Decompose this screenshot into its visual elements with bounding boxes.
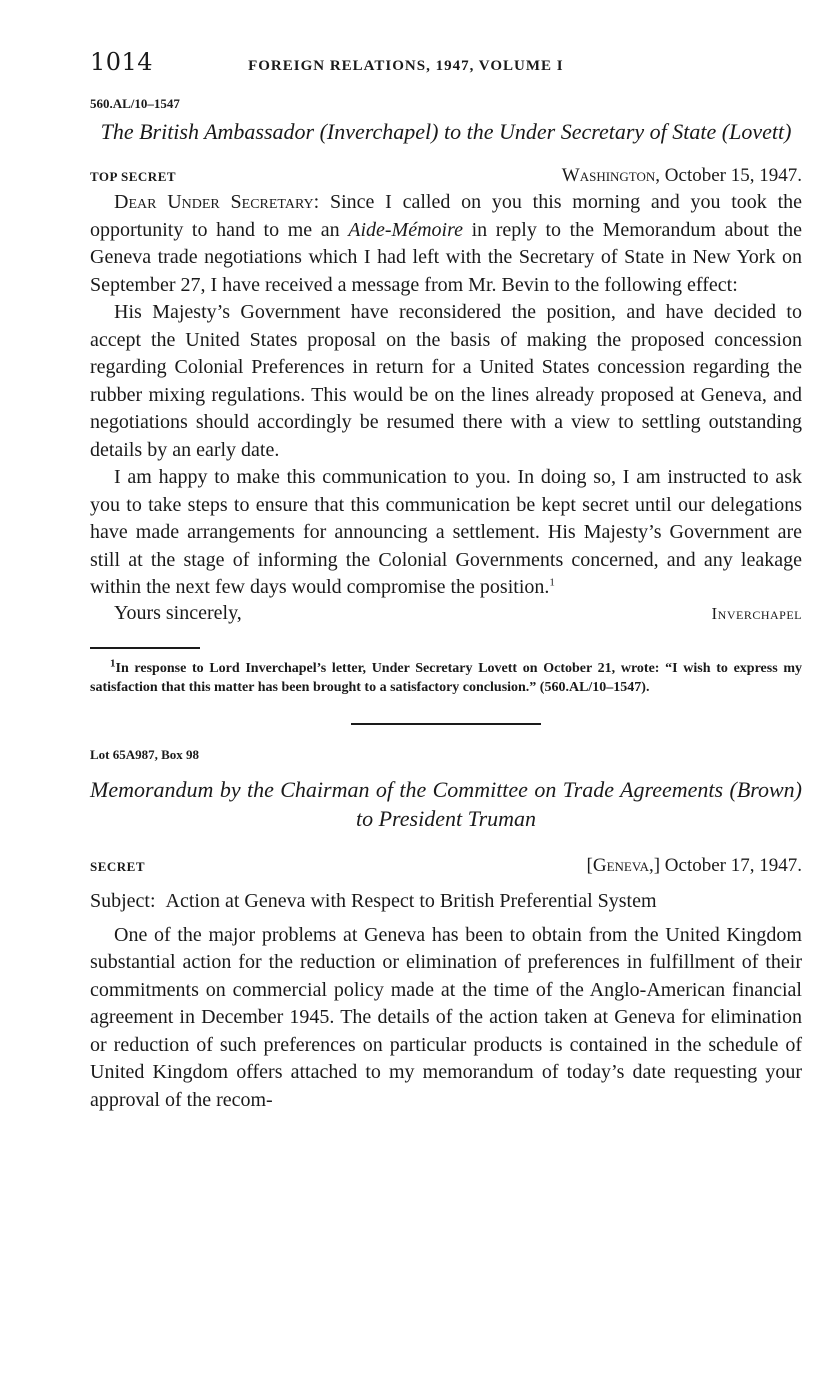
document-title: Memorandum by the Chairman of the Committee on Trade Agreements (Brown) to President Truman xyxy=(90,776,802,831)
paragraph: One of the major problems at Geneva has been to obtain from the United Kingdom substantial action for the reduction or elimination of preferences in fulfillment of their commitments on commercial policy made at the time of the Anglo-American financial agreement in December 1945. The details of the action taken at Geneva for elimination or reduction of such preferences on particular products is contained in the schedule of United Kingdom offers attached to my memorandum of today’s date requesting your approval of the recom- xyxy=(90,923,802,1111)
section-divider xyxy=(351,723,541,725)
paragraph: His Majesty’s Government have reconsidered the position, and have decided to accept the United States proposal on the basis of making the proposed concession regarding Colonial Preferences in return for a United States concession regarding the rubber mixing regulations. This would be on the lines already proposed at Geneva, and negotiations should accordingly be resumed there with a view to settling outstanding details by an early date. xyxy=(90,301,802,461)
running-head xyxy=(90,48,802,82)
date-text: , October 15, 1947. xyxy=(655,165,802,186)
file-reference: Lot 65A987, Box 98 xyxy=(90,746,200,762)
running-title: FOREIGN RELATIONS, 1947, VOLUME I xyxy=(248,58,564,74)
footnote-divider xyxy=(90,647,200,649)
dateline xyxy=(90,855,802,877)
footnote-marker: 1 xyxy=(549,576,555,589)
salutation: Dear Under Secretary xyxy=(114,191,314,213)
date-line xyxy=(562,165,802,187)
classification-label: TOP SECRET xyxy=(90,169,177,184)
footnote-number: 1 xyxy=(110,656,116,669)
place-name: Washington xyxy=(561,165,656,186)
paragraph xyxy=(90,189,802,299)
document-page xyxy=(90,48,802,1114)
paragraph xyxy=(90,464,802,602)
paragraph-text: I am happy to make this communication to you. In doing so, I am instructed to ask you to take steps to ensure that this communication be kept secret until our delegations have made arrangements for announcing a settlement. His Majesty’s Government are still at the stage of informing the Colonial Governments concerned, and any leakage within the next few days would compromise the position. xyxy=(90,466,802,598)
date-line xyxy=(587,855,802,877)
closing xyxy=(90,602,802,625)
signature: Inverchapel xyxy=(711,603,802,623)
dateline xyxy=(90,165,802,187)
footnote xyxy=(90,656,802,697)
subject-line xyxy=(90,889,802,914)
closing-text: Yours sincerely, xyxy=(114,601,242,624)
place-name: Geneva xyxy=(592,854,649,876)
footnote-text: In response to Lord Inverchapel’s letter, Under Secretary Lovett on October 21, wrote: “I wish to express my satisfaction that this matter has been brought to a satisfactory conclusion.” (560.AL/10–1547). xyxy=(90,660,802,695)
subject-label: Subject: xyxy=(90,889,156,912)
paragraph-text: in reply to the Memorandum about the Geneva trade negotiations which I had left with the Secretary of State in New York on September 27, I have received a message from Mr. Bevin to the following effect: xyxy=(90,218,803,296)
classification-label: SECRET xyxy=(90,858,146,874)
document-title: The British Ambassador (Inverchapel) to the Under Secretary of State (Lovett) xyxy=(100,119,792,144)
letter-body xyxy=(90,189,802,602)
page-number: 1014 xyxy=(90,48,154,76)
bracket: [ xyxy=(586,854,593,876)
file-reference: 560.AL/10–1547 xyxy=(90,96,180,111)
italic-term: Aide-Mémoire xyxy=(348,218,463,241)
paragraph-text: : Since I called on you this morning and you took the opportunity to hand to me an xyxy=(90,191,802,241)
date-text: ,] October 17, 1947. xyxy=(648,854,802,876)
subject-text: Action at Geneva with Respect to British Preferential System xyxy=(165,889,657,912)
memo-body xyxy=(90,922,802,1115)
